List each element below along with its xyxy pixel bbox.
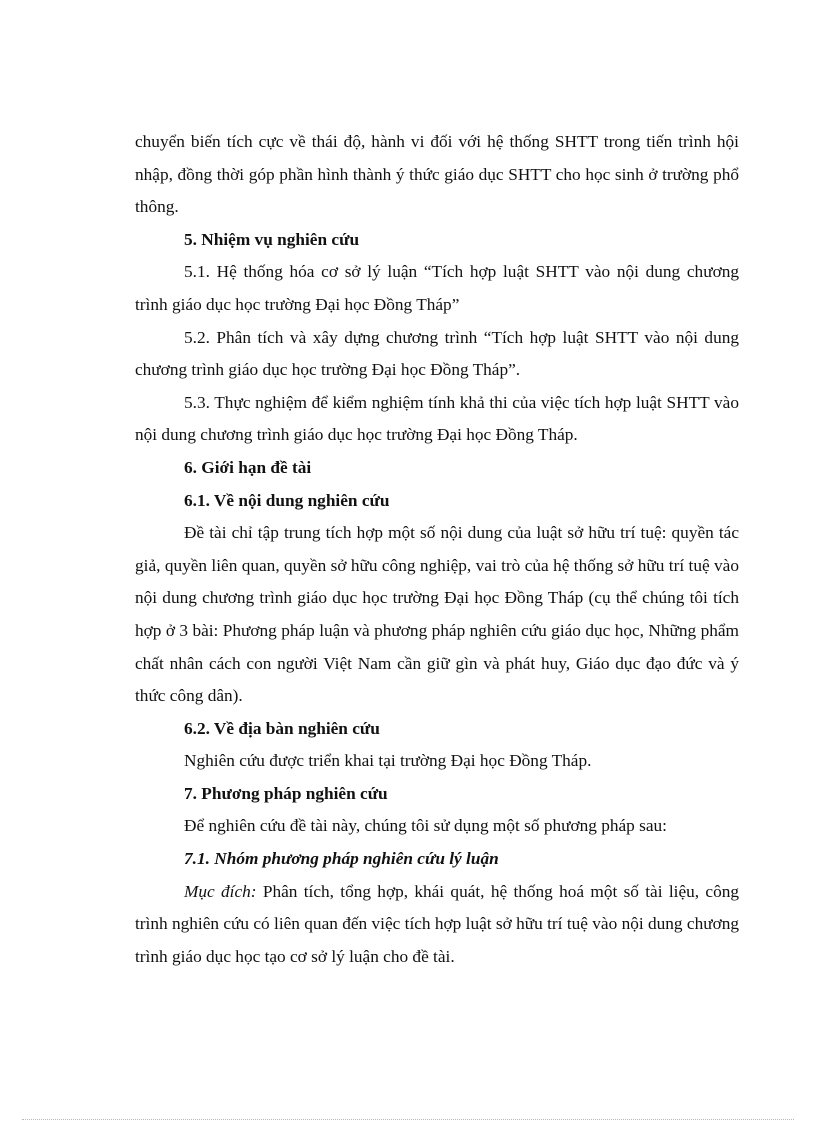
heading-scope: 6. Giới hạn đề tài — [184, 457, 312, 477]
purpose-label: Mục đích: — [184, 881, 257, 901]
heading-research-tasks: 5. Nhiệm vụ nghiên cứu — [184, 229, 360, 249]
document-page — [135, 126, 739, 973]
paragraph-theory-methods — [135, 876, 739, 974]
paragraph-scope-content: Đề tài chỉ tập trung tích hợp một số nội dung của luật sở hữu trí tuệ: quyền tác giả, quyền liên quan, quyền sở hữu công nghiệp, vai trò của hệ thống sở hữu trí tuệ vào nội dung chương trình giáo dục học trường Đại học Đồng Tháp (cụ thể chúng tôi tích hợp ở 3 bài: Phương pháp luận và phương pháp nghiên cứu giáo dục học, Những phẩm chất nhân cách con người Việt Nam cần giữ gìn và phát huy, Giáo dục đạo đức và ý thức công dân). — [135, 523, 739, 706]
paragraph-task-5-1: 5.1. Hệ thống hóa cơ sở lý luận “Tích hợp luật SHTT vào nội dung chương trình giáo dục học trường Đại học Đồng Tháp” — [135, 262, 739, 314]
heading-research-methods: 7. Phương pháp nghiên cứu — [184, 783, 388, 803]
paragraph-scope-location: Nghiên cứu được triển khai tại trường Đại học Đồng Tháp. — [184, 751, 592, 771]
heading-scope-location: 6.2. Về địa bàn nghiên cứu — [184, 718, 380, 738]
paragraph-methods-intro: Để nghiên cứu đề tài này, chúng tôi sử dụng một số phương pháp sau: — [184, 816, 667, 836]
paragraph-task-5-2: 5.2. Phân tích và xây dựng chương trình “Tích hợp luật SHTT vào nội dung chương trình giáo dục học trường Đại học Đồng Tháp”. — [135, 327, 739, 380]
heading-scope-content: 6.1. Về nội dung nghiên cứu — [184, 490, 390, 510]
heading-theory-methods: 7.1. Nhóm phương pháp nghiên cứu lý luận — [184, 849, 499, 869]
paragraph-task-5-3: 5.3. Thực nghiệm để kiểm nghiệm tính khả thi của việc tích hợp luật SHTT vào nội dung chương trình giáo dục học trường Đại học Đồng Tháp. — [135, 392, 739, 445]
page-bottom-divider — [22, 1119, 794, 1120]
purpose-text: Phân tích, tổng hợp, khái quát, hệ thống hoá một số tài liệu, công trình nghiên cứu có liên quan đến việc tích hợp luật sở hữu trí tuệ vào nội dung chương trình giáo dục học tạo cơ sở lý luận cho đề tài. — [135, 881, 739, 966]
paragraph-intro: chuyển biến tích cực về thái độ, hành vi đối với hệ thống SHTT trong tiến trình hội nhập, đồng thời góp phần hình thành ý thức giáo dục SHTT cho học sinh ở trường phổ thông. — [135, 132, 739, 217]
